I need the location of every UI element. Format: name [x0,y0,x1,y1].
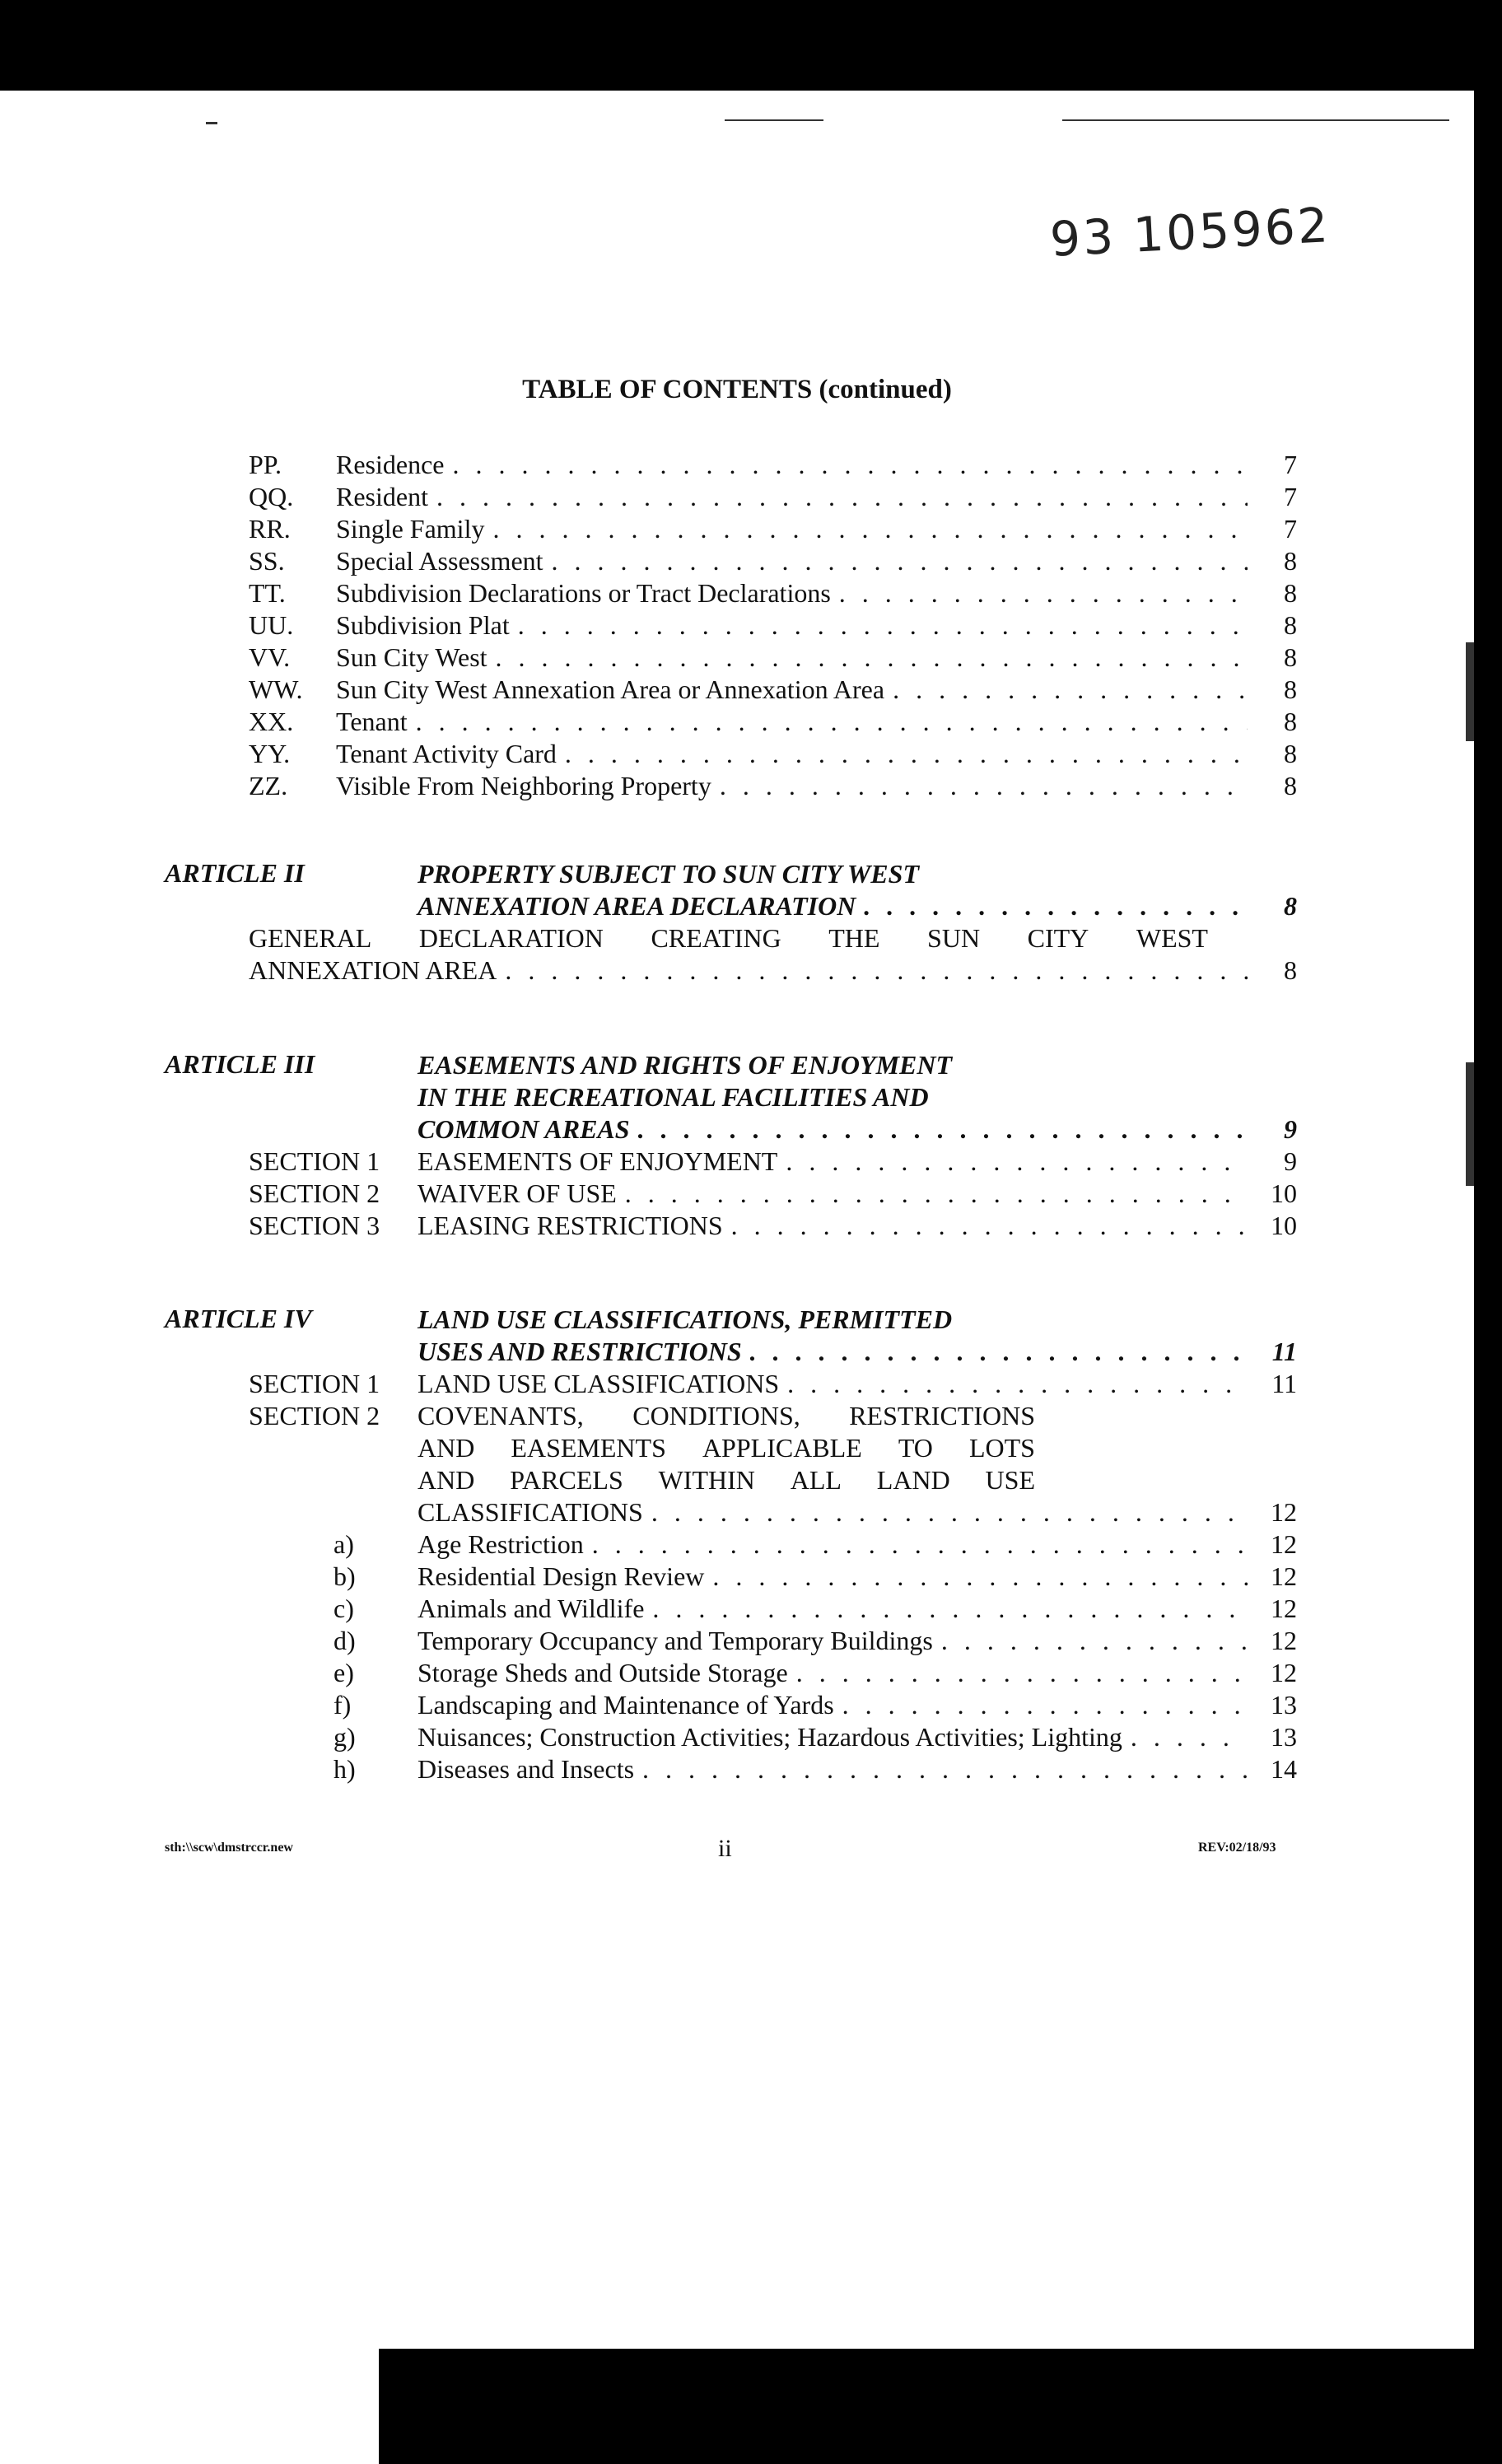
article-3-title-line1: EASEMENTS AND RIGHTS OF ENJOYMENT [417,1050,953,1080]
scan-speck [1062,119,1449,121]
entry-label: TT. [249,578,286,608]
scan-speck [1466,642,1474,741]
entry-label: WW. [249,674,303,704]
article-4-label: ARTICLE IV [165,1304,312,1333]
entry-label: c) [334,1594,354,1623]
toc-entry: Age Restriction . . . 12 [417,1528,1297,1560]
footer-revision: REV:02/18/93 [1198,1841,1276,1855]
word: ALL [790,1465,842,1495]
section-label: SECTION 1 [249,1369,380,1398]
general-declaration-entry: ANNEXATION AREA . . . 8 [249,954,1297,986]
article-4-title-line1: LAND USE CLASSIFICATIONS, PERMITTED [417,1304,953,1334]
article-2-title: PROPERTY SUBJECT TO SUN CITY WEST [417,859,919,889]
toc-entry: Subdivision Declarations or Tract Declarations . . . 8 [336,577,1297,609]
toc-entry: WAIVER OF USE . . . 10 [417,1178,1297,1209]
entry-label: e) [334,1658,354,1687]
article-3-label: ARTICLE III [165,1049,315,1079]
section-entry: LAND USE CLASSIFICATIONS . . . 11 [417,1368,1297,1399]
entry-label: b) [334,1561,356,1591]
page-title: TABLE OF CONTENTS (continued) [522,375,952,404]
article-2-entry: ANNEXATION AREA DECLARATION . . . 8 [417,890,1297,922]
word: RESTRICTIONS [849,1401,1035,1430]
entry-label: d) [334,1626,356,1655]
scan-speck [1466,1062,1474,1186]
entry-label: h) [334,1754,356,1784]
entry-label: a) [334,1529,354,1559]
toc-entry: LEASING RESTRICTIONS . . . 10 [417,1210,1297,1241]
toc-entry: Visible From Neighboring Property . . . 8 [336,770,1297,801]
toc-entry: Temporary Occupancy and Temporary Buildings . . . 12 [417,1625,1297,1656]
toc-entry: Tenant Activity Card . . . 8 [336,738,1297,769]
word: CONDITIONS, [632,1401,800,1430]
toc-entry: Sun City West . . . 8 [336,642,1297,673]
toc-entry: Residence . . . 7 [336,449,1297,480]
word: COVENANTS, [417,1401,584,1430]
entry-label: RR. [249,514,291,544]
section-2-line2 [417,1432,1035,1463]
toc-entry: Resident . . . 7 [336,481,1297,512]
entry-label: UU. [249,610,294,640]
toc-entry: Single Family . . . 7 [336,513,1297,544]
article-2-label: ARTICLE II [165,858,305,888]
entry-label: g) [334,1722,356,1752]
section-2-line1 [417,1400,1035,1431]
toc-entry: Landscaping and Maintenance of Yards . . . 13 [417,1689,1297,1720]
footer-file-path: sth:\\scw\dmstrccr.new [165,1841,293,1855]
entry-label: PP. [249,450,282,479]
entry-label: YY. [249,739,291,768]
section-2-line3 [417,1464,1035,1496]
word: THE [828,923,880,953]
article-3-title-line2: IN THE RECREATIONAL FACILITIES AND [417,1082,929,1112]
word: TO [898,1433,933,1463]
word: AND [417,1465,475,1495]
section-label: SECTION 2 [249,1401,380,1430]
general-declaration-line [249,922,1208,954]
scan-speck [725,119,823,121]
toc-entry: Animals and Wildlife . . . 12 [417,1593,1297,1624]
word: APPLICABLE [702,1433,862,1463]
word: AND [417,1433,475,1463]
toc-entry: Storage Sheds and Outside Storage . . . 12 [417,1657,1297,1688]
toc-entry: Special Assessment . . . 8 [336,545,1297,576]
toc-entry: Tenant . . . 8 [336,706,1297,737]
entry-label: SECTION 1 [249,1146,380,1176]
scan-speck [206,122,217,124]
entry-label: VV. [249,642,291,672]
toc-entry: Nuisances; Construction Activities; Hazardous Activities; Lighting . . . 13 [417,1721,1297,1752]
toc-entry: Sun City West Annexation Area or Annexation Area . . . 8 [336,674,1297,705]
entry-label: QQ. [249,482,294,511]
section-entry: CLASSIFICATIONS . . . 12 [417,1496,1297,1528]
document-number: 93 105962 [1048,197,1332,268]
entry-label: f) [334,1690,352,1720]
entry-label: XX. [249,707,294,736]
word: USE [985,1465,1035,1495]
word: LOTS [968,1433,1035,1463]
entry-label: SECTION 2 [249,1178,380,1208]
word: SUN [927,923,981,953]
entry-label: SS. [249,546,285,576]
word: PARCELS [510,1465,623,1495]
entry-label: ZZ. [249,771,288,800]
word: WITHIN [658,1465,755,1495]
scan-edge [0,2349,379,2464]
entry-label: SECTION 3 [249,1211,380,1240]
word: GENERAL [249,923,372,953]
article-3-entry: COMMON AREAS . . . 9 [417,1113,1297,1145]
word: CREATING [651,923,781,953]
toc-entry: Subdivision Plat . . . 8 [336,609,1297,641]
word: DECLARATION [418,923,604,953]
toc-entry: EASEMENTS OF ENJOYMENT . . . 9 [417,1146,1297,1177]
article-4-entry: USES AND RESTRICTIONS . . . 11 [417,1336,1297,1367]
word: LAND [876,1465,950,1495]
word: WEST [1136,923,1208,953]
word: EASEMENTS [511,1433,666,1463]
word: CITY [1027,923,1089,953]
toc-entry: Diseases and Insects . . . 14 [417,1753,1297,1785]
footer-page-number: ii [718,1835,732,1862]
toc-entry: Residential Design Review . . . 12 [417,1561,1297,1592]
